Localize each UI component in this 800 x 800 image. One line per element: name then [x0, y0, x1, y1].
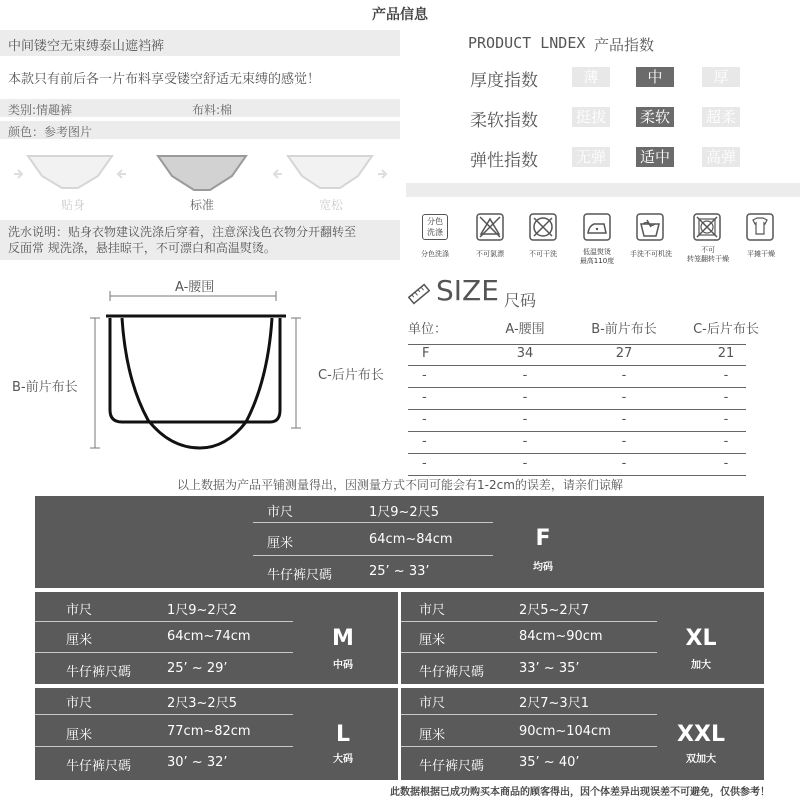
size-table-cell: -: [621, 456, 627, 471]
panel-row-label: 市尺: [66, 603, 93, 618]
size-table-row-divider: [408, 387, 746, 388]
size-panel-F: [35, 496, 764, 588]
hand-wash-icon: [635, 212, 665, 242]
fit-standard-shape: [158, 156, 246, 190]
size-code: L: [335, 722, 351, 747]
size-table-cell: -: [723, 434, 729, 449]
panel-row-label: 市尺: [419, 603, 446, 618]
size-table-row-divider: [408, 431, 746, 432]
size-header-unit: 单位：: [408, 322, 448, 337]
size-header-front: B-前片布长: [591, 322, 657, 337]
thickness-option-thin: 薄: [572, 67, 610, 87]
softness-option-supersoft: 超柔: [702, 107, 740, 127]
panel-row-value: 30’ ~ 32’: [167, 755, 228, 770]
fit-loose-shape: [288, 156, 372, 188]
size-table-cell: -: [621, 390, 627, 405]
size-panel-L: [35, 688, 398, 780]
low-iron-icon: [582, 212, 612, 242]
index-header-en: PRODUCT LNDEX: [468, 34, 586, 52]
size-code-name: 双加大: [686, 754, 716, 765]
panel-row-value: 25’ ~ 33’: [369, 564, 430, 579]
size-table-cell: -: [723, 456, 729, 471]
size-table-row-divider: [408, 453, 746, 454]
size-header-back: C-后片布长: [693, 322, 759, 337]
size-code-name: 加大: [691, 660, 711, 671]
panel-row-label: 牛仔裤尺碼: [267, 568, 333, 583]
size-table-cell: -: [723, 412, 729, 427]
panel-row-label: 牛仔裤尺碼: [419, 759, 485, 774]
size-table-cell: -: [723, 390, 729, 405]
front-panel-shape: [122, 318, 272, 448]
softness-option-firm: 挺拔: [572, 107, 610, 127]
care-label-low-iron: 低温熨烫 最高110度: [579, 248, 615, 265]
size-code: XXL: [677, 722, 725, 747]
arrow-left-icon: [118, 170, 126, 178]
size-table-cell: 21: [717, 346, 735, 361]
panel-row-value: 33’ ~ 35’: [519, 661, 580, 676]
size-table-cell: -: [621, 368, 627, 383]
size-table-cell: 27: [615, 346, 633, 361]
fabric-label: 布料:棉: [192, 103, 233, 117]
size-table-cell: -: [422, 434, 427, 449]
softness-label: 柔软指数: [470, 111, 538, 131]
size-table-cell: -: [422, 456, 427, 471]
care-label-hand-wash: 手洗不可机洗: [630, 250, 672, 258]
thickness-option-medium: 中: [636, 67, 674, 87]
panel-row-value: 2尺3~2尺5: [167, 696, 237, 711]
product-name-bar: [0, 30, 400, 56]
index-header-cn: 产品指数: [594, 36, 655, 54]
category-bar: [0, 99, 400, 117]
size-subtitle: 尺码: [504, 291, 537, 310]
fit-loose-label: 宽松: [318, 198, 343, 212]
panel-row-label: 厘米: [419, 633, 446, 648]
panel-row-label: 市尺: [267, 505, 294, 520]
size-note: 以上数据为产品平铺测量得出，因测量方式不同可能会有1-2cm的误差，请亲们谅解: [177, 478, 623, 492]
size-title: SIZE: [436, 274, 499, 307]
size-code: F: [535, 526, 551, 551]
panel-row-label: 牛仔裤尺碼: [419, 665, 485, 680]
thickness-option-thick: 厚: [702, 67, 740, 87]
size-table-cell: -: [621, 412, 627, 427]
size-table-cell: -: [522, 456, 528, 471]
care-label-no-dry-clean: 不可干洗: [529, 250, 557, 258]
size-table-cell: 34: [516, 346, 534, 361]
no-tumble-dry-icon: [692, 212, 722, 242]
size-table-cell: -: [422, 390, 427, 405]
panel-row-value: 64cm~84cm: [369, 532, 453, 547]
product-description: 本款只有前后各一片布料享受镂空舒适无束缚的感觉！: [8, 72, 321, 87]
panel-row-label: 牛仔裤尺碼: [66, 759, 132, 774]
size-code-name: 大码: [333, 754, 353, 765]
panel-row-value: 1尺9~2尺5: [369, 505, 439, 520]
panel-row-value: 1尺9~2尺2: [167, 603, 237, 618]
panel-row-label: 厘米: [419, 728, 446, 743]
panel-row-value: 35’ ~ 40’: [519, 755, 580, 770]
care-label-separate: 分色洗涤: [421, 250, 449, 258]
panel-row-label: 市尺: [66, 696, 93, 711]
flat-dry-icon: [745, 212, 775, 242]
size-code: XL: [685, 626, 717, 651]
arrow-left-icon: [274, 170, 282, 178]
size-table-cell: -: [522, 434, 528, 449]
size-table-cell: -: [621, 434, 627, 449]
size-table-cell: -: [422, 368, 427, 383]
panel-row-value: 77cm~82cm: [167, 724, 251, 739]
size-table-cell: F: [422, 346, 430, 361]
ruler-icon: [408, 283, 430, 305]
size-header-waist: A-腰围: [505, 322, 545, 337]
panel-row-value: 25’ ~ 29’: [167, 661, 228, 676]
arrow-right-icon: [14, 170, 22, 178]
color-label: 颜色：参考图片: [8, 125, 93, 139]
panel-row-label: 厘米: [66, 728, 93, 743]
elasticity-option-moderate: 适中: [636, 147, 674, 167]
elasticity-label: 弹性指数: [470, 151, 538, 171]
size-table-row-divider: [408, 409, 746, 410]
elasticity-option-none: 无弹: [572, 147, 610, 167]
diagram-back-label: C-后片布长: [318, 368, 384, 383]
panel-row-value: 2尺5~2尺7: [519, 603, 589, 618]
size-table-cell: -: [422, 412, 427, 427]
size-table-row-divider: [408, 365, 746, 366]
panel-row-value: 90cm~104cm: [519, 724, 611, 739]
footer-note: 此数据根据已成功购买本商品的顾客得出，因个体差异出现误差不可避免，仅供参考！: [390, 787, 770, 798]
size-code-name: 均码: [533, 562, 553, 573]
panel-row-label: 厘米: [267, 536, 294, 551]
no-dry-clean-icon: [528, 212, 558, 242]
separate-wash-icon: 分色 洗涤: [422, 214, 448, 240]
size-table-cell: -: [522, 368, 528, 383]
color-bar: [0, 121, 400, 139]
size-panel-XL: [401, 592, 764, 684]
product-name: 中间镂空无束缚泰山遮裆裤: [8, 39, 165, 54]
care-label-no-bleach: 不可氯漂: [476, 250, 504, 258]
care-label-flat-dry: 平摊干燥: [747, 250, 775, 258]
size-panel-XXL: [401, 688, 764, 780]
care-label-no-tumble: 不可 转笼翻转干燥: [687, 246, 729, 263]
size-table-cell: -: [522, 390, 528, 405]
panel-row-value: 84cm~90cm: [519, 629, 603, 644]
fit-tight-label: 贴身: [60, 198, 85, 212]
fit-tight-shape: [28, 156, 112, 188]
size-panel-M: [35, 592, 398, 684]
panel-row-value: 64cm~74cm: [167, 629, 251, 644]
page-title: 产品信息: [372, 7, 428, 23]
washing-note: 洗水说明：贴身衣物建议洗涤后穿着，注意深浅色衣物分开翻转至反面常 规洗涤，悬挂晾干，不可漂白和高温熨烫。: [8, 225, 357, 255]
fit-standard-label: 标准: [189, 198, 214, 212]
panel-row-label: 牛仔裤尺碼: [66, 665, 132, 680]
diagram-front-label: B-前片布长: [12, 380, 78, 395]
thickness-label: 厚度指数: [470, 71, 538, 91]
index-divider-bar: [406, 183, 800, 197]
size-table-cell: -: [522, 412, 528, 427]
panel-row-label: 厘米: [66, 633, 93, 648]
softness-option-soft: 柔软: [636, 107, 674, 127]
washing-bar: [0, 220, 400, 260]
size-table-cell: -: [723, 368, 729, 383]
category-label: 类别:情趣裤: [8, 103, 73, 117]
size-code: M: [332, 626, 354, 651]
panel-row-label: 市尺: [419, 696, 446, 711]
size-code-name: 中码: [333, 660, 353, 671]
no-bleach-icon: [475, 212, 505, 242]
arrow-right-icon: [378, 170, 386, 178]
panel-row-value: 2尺7~3尺1: [519, 696, 589, 711]
diagram-waist-label: A-腰围: [175, 280, 215, 295]
elasticity-option-high: 高弹: [702, 147, 740, 167]
